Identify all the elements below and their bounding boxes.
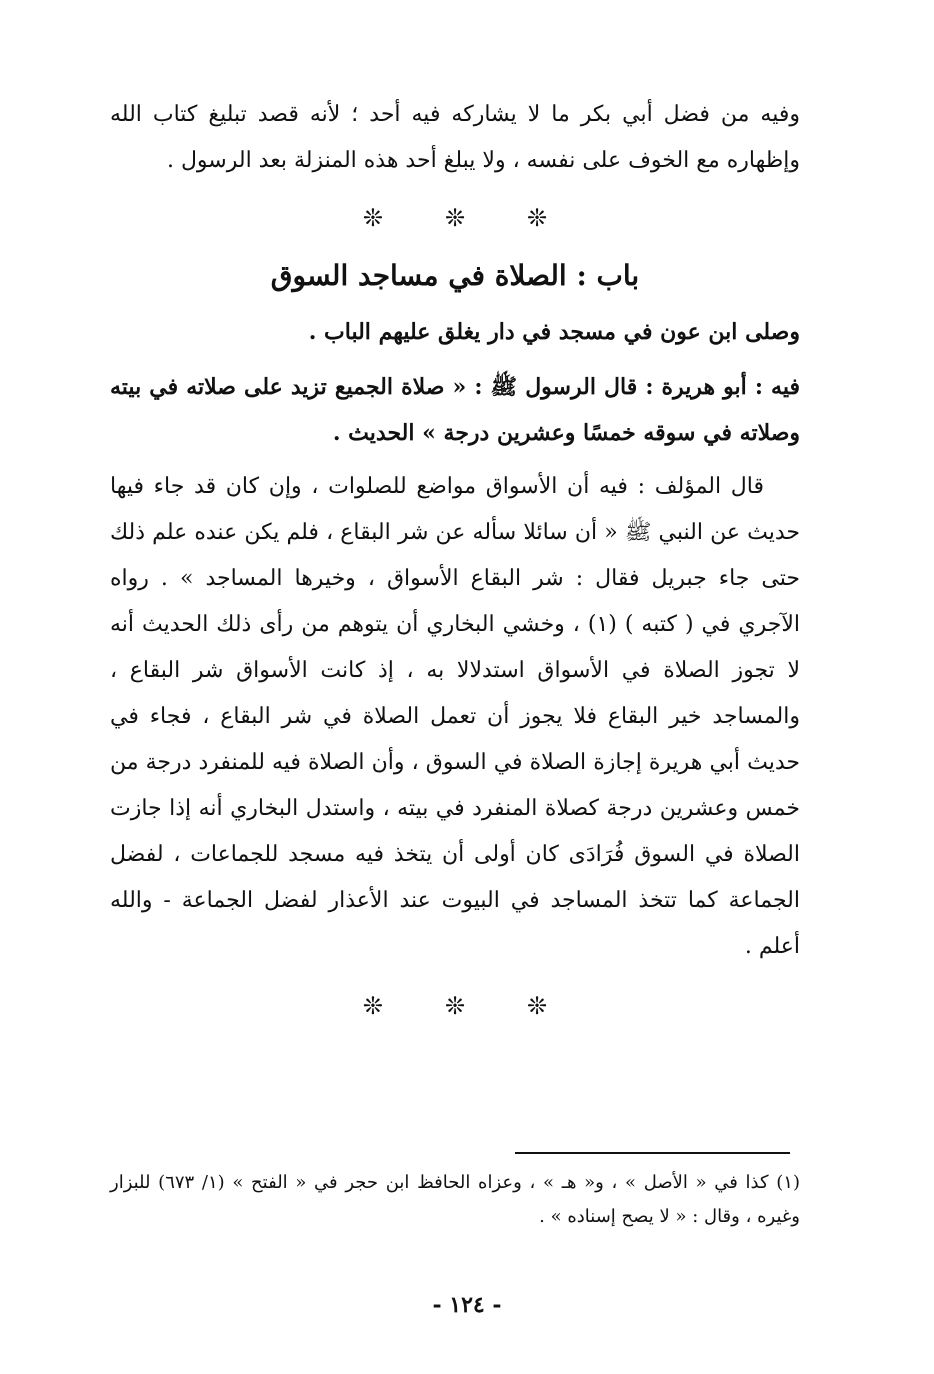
footnote-divider xyxy=(515,1152,790,1154)
separator-star: ❊ xyxy=(444,204,466,232)
page-number: - ١٢٤ - xyxy=(432,1292,502,1318)
footnotes xyxy=(110,1166,800,1234)
hadith-text: فيه : أبو هريرة : قال الرسول ﷺ : « صلاة الجميع تزيد على صلاته في بيته وصلاته في سوقه خمسًا وعشرين درجة » الحديث . xyxy=(110,374,800,446)
separator-star: ❊ xyxy=(527,992,548,1020)
chapter-note: وصلى ابن عون في مسجد في دار يغلق عليهم الباب . xyxy=(308,319,800,345)
chapter-title: باب : الصلاة في مساجد السوق xyxy=(270,259,640,292)
page-body xyxy=(110,92,800,1018)
separator-star: ❊ xyxy=(362,204,383,232)
intro-paragraph: وفيه من فضل أبي بكر ما لا يشاركه فيه أحد ؛ لأنه قصد تبليغ كتاب الله وإظهاره مع الخوف على نفسه ، ولا يبلغ أحد هذه المنزلة بعد الرسول . xyxy=(110,102,800,173)
commentary-paragraph: قال المؤلف : فيه أن الأسواق مواضع للصلوات ، وإن كان قد جاء فيها حديث عن النبي ﷺ « أن سائلا سأله عن شر البقاع ، فلم يكن عنده علم ذلك حتى جاء جبريل فقال : شر البقاع الأسواق ، وخيرها المساجد » . رواه الآجري في ( كتبه ) (١) ، وخشي البخاري أن يتوهم من رأى ذلك الحديث أنه لا تجوز الصلاة في الأسواق استدلالا به ، إذ كانت الأسواق شر البقاع ، والمساجد خير البقاع فلا يجوز أن تعمل الصلاة في شر البقاع ، فجاء في حديث أبي هريرة إجازة الصلاة في السوق ، وأن الصلاة فيه للمنفرد درجة من خمس وعشرين درجة كصلاة المنفرد في بيته ، واستدل البخاري أنه إذا جازت الصلاة في السوق فُرَادَى كان أولى أن يتخذ فيه مسجد للجماعات ، لفضل الجماعة كما تتخذ المساجد في البيوت عند الأعذار لفضل الجماعة - والله أعلم . xyxy=(110,474,800,959)
separator-top xyxy=(110,206,800,230)
separator-star: ❊ xyxy=(362,992,383,1020)
separator-star: ❊ xyxy=(527,204,548,232)
separator-bottom xyxy=(110,994,800,1018)
footnote-1: (١) كذا في « الأصل » ، و« هـ » ، وعزاه الحافظ ابن حجر في « الفتح » (١/ ٦٧٣) للبزار وغيره ، وقال : « لا يصح إسناده » . xyxy=(110,1172,800,1227)
separator-star: ❊ xyxy=(444,992,466,1020)
